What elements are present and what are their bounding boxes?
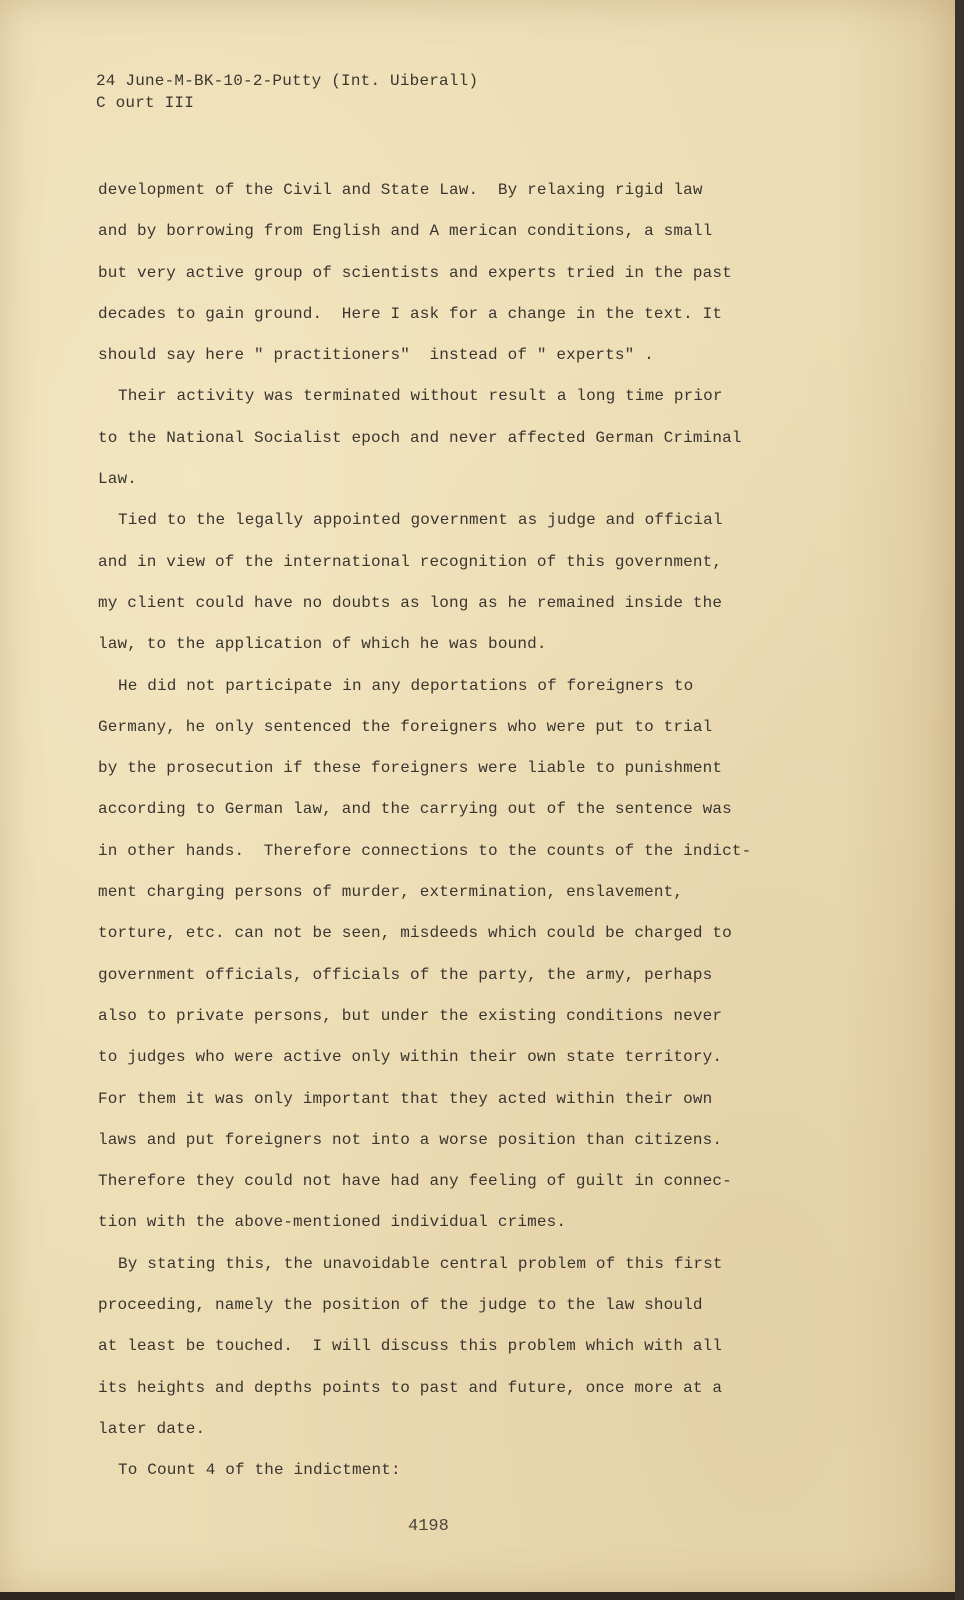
text-line: laws and put foreigners not into a worse position than citizens. (98, 1130, 723, 1149)
text-line: tion with the above-mentioned individual crimes. (98, 1213, 567, 1232)
text-line: to the National Socialist epoch and never affected German Criminal (98, 428, 742, 447)
paragraph-start-line: By stating this, the unavoidable central problem of this first (118, 1254, 723, 1273)
text-line: ment charging persons of murder, extermination, enslavement, (98, 883, 684, 902)
text-line: according to German law, and the carrying out of the sentence was (98, 800, 732, 819)
text-line: torture, etc. can not be seen, misdeeds which could be charged to (98, 924, 732, 943)
text-line: to judges who were active only within their own state territory. (98, 1048, 723, 1067)
text-line: and by borrowing from English and A merican conditions, a small (98, 222, 713, 241)
document-header (96, 70, 478, 114)
paragraph-start-line: He did not participate in any deportations of foreigners to (118, 676, 694, 695)
paragraph-start-line: Tied to the legally appointed government as judge and official (118, 511, 723, 530)
text-line: Law. (98, 470, 138, 489)
text-line: in other hands. Therefore connections to the counts of the indict- (98, 841, 752, 860)
text-line: its heights and depths points to past and future, once more at a (98, 1378, 723, 1397)
paragraph-start-line: Their activity was terminated without result a long time prior (118, 387, 723, 406)
text-line: law, to the application of which he was bound. (98, 635, 547, 654)
text-line: Therefore they could not have had any feeling of guilt in connec- (98, 1172, 732, 1191)
page-number: 4198 (408, 1517, 449, 1536)
text-line: and in view of the international recognition of this government, (98, 552, 723, 571)
text-line: also to private persons, but under the existing conditions never (98, 1006, 723, 1025)
text-line: by the prosecution if these foreigners were liable to punishment (98, 759, 723, 778)
text-line: but very active group of scientists and experts tried in the past (98, 263, 732, 282)
text-line: later date. (98, 1419, 206, 1438)
text-line: government officials, officials of the party, the army, perhaps (98, 965, 713, 984)
document-body (98, 170, 798, 1492)
text-line: decades to gain ground. Here I ask for a change in the text. It (98, 304, 723, 323)
text-line: Germany, he only sentenced the foreigners who were put to trial (98, 717, 713, 736)
text-line: development of the Civil and State Law. By relaxing rigid law (98, 181, 703, 199)
text-line: For them it was only important that they acted within their own (98, 1089, 713, 1108)
text-line: my client could have no doubts as long as he remained inside the (98, 593, 723, 612)
header-court-line: C ourt III (96, 94, 195, 112)
paragraph-start-line: To Count 4 of the indictment: (118, 1461, 401, 1480)
text-line: should say here " practitioners" instead of " experts" . (98, 346, 654, 365)
scan-edge (955, 0, 964, 1600)
header-session-line: 24 June-M-BK-10-2-Putty (Int. Uiberall) (96, 72, 479, 90)
text-line: at least be touched. I will discuss this problem which with all (98, 1337, 723, 1356)
text-line: proceeding, namely the position of the judge to the law should (98, 1296, 703, 1315)
